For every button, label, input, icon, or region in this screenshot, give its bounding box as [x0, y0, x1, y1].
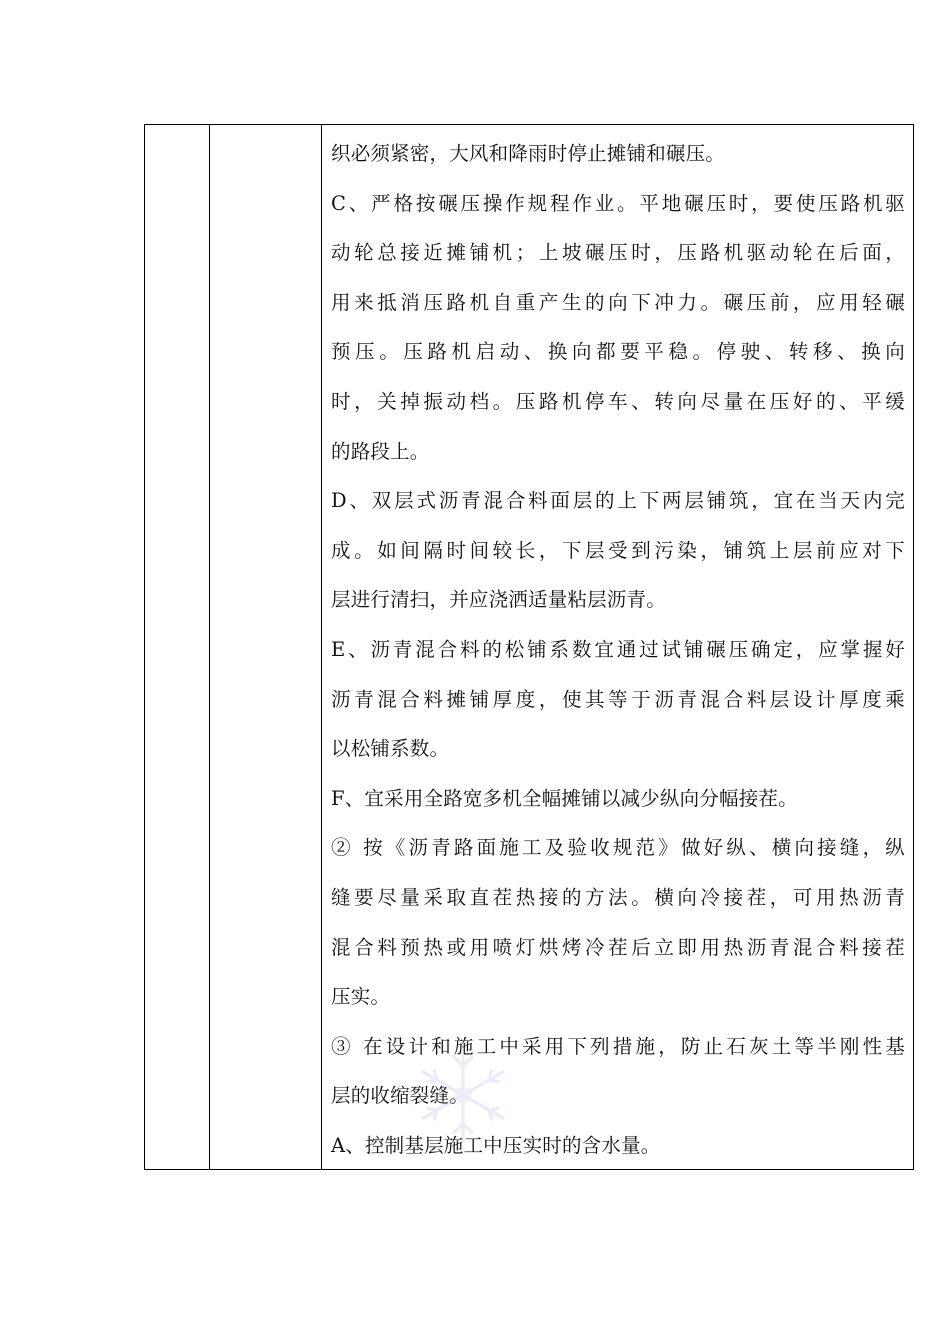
text-line: 动轮总接近摊铺机；上坡碾压时，压路机驱动轮在后面，	[331, 241, 905, 265]
table-column-divider-1	[209, 125, 210, 1169]
text-line: 预压。压路机启动、换向都要平稳。停驶、转移、换向	[331, 340, 905, 364]
snowflake-watermark-icon	[408, 1040, 518, 1150]
text-line: ③ 在设计和施工中采用下列措施，防止石灰土等半刚性基	[331, 1034, 905, 1058]
content-table	[144, 124, 914, 1170]
text-line: 时，关掉振动档。压路机停车、转向尽量在压好的、平缓	[331, 389, 905, 413]
text-line: 织必须紧密，大风和降雨时停止摊铺和碾压。	[331, 142, 726, 165]
text-line: 成。如间隔时间较长，下层受到污染，铺筑上层前应对下	[331, 538, 905, 562]
text-line: C、严格按碾压操作规程作业。平地碾压时，要使压路机驱	[331, 191, 905, 215]
text-line: 的路段上。	[331, 439, 430, 463]
text-line: 沥青混合料摊铺厚度，使其等于沥青混合料层设计厚度乘	[331, 687, 905, 711]
text-line: 层的收缩裂缝。	[331, 1084, 469, 1108]
table-content-cell	[322, 125, 913, 1169]
text-line: 以松铺系数。	[331, 737, 450, 761]
text-line: D、双层式沥青混合料面层的上下两层铺筑，宜在当天内完	[331, 489, 905, 513]
text-line: ② 按《沥青路面施工及验收规范》做好纵、横向接缝，纵	[331, 836, 905, 860]
text-line: A、控制基层施工中压实时的含水量。	[331, 1133, 661, 1157]
text-line: 混合料预热或用喷灯烘烤冷茬后立即用热沥青混合料接茬	[331, 935, 905, 959]
text-line: 缝要尽量采取直茬热接的方法。横向冷接茬，可用热沥青	[331, 885, 905, 909]
text-line: 层进行清扫，并应浇洒适量粘层沥青。	[331, 588, 666, 612]
text-line: 用来抵消压路机自重产生的向下冲力。碾压前，应用轻碾	[331, 290, 905, 314]
text-line: F、宜采用全路宽多机全幅摊铺以减少纵向分幅接茬。	[331, 786, 798, 810]
text-line: 压实。	[331, 985, 391, 1009]
text-line: E、沥青混合料的松铺系数宜通过试铺碾压确定，应掌握好	[331, 637, 905, 661]
